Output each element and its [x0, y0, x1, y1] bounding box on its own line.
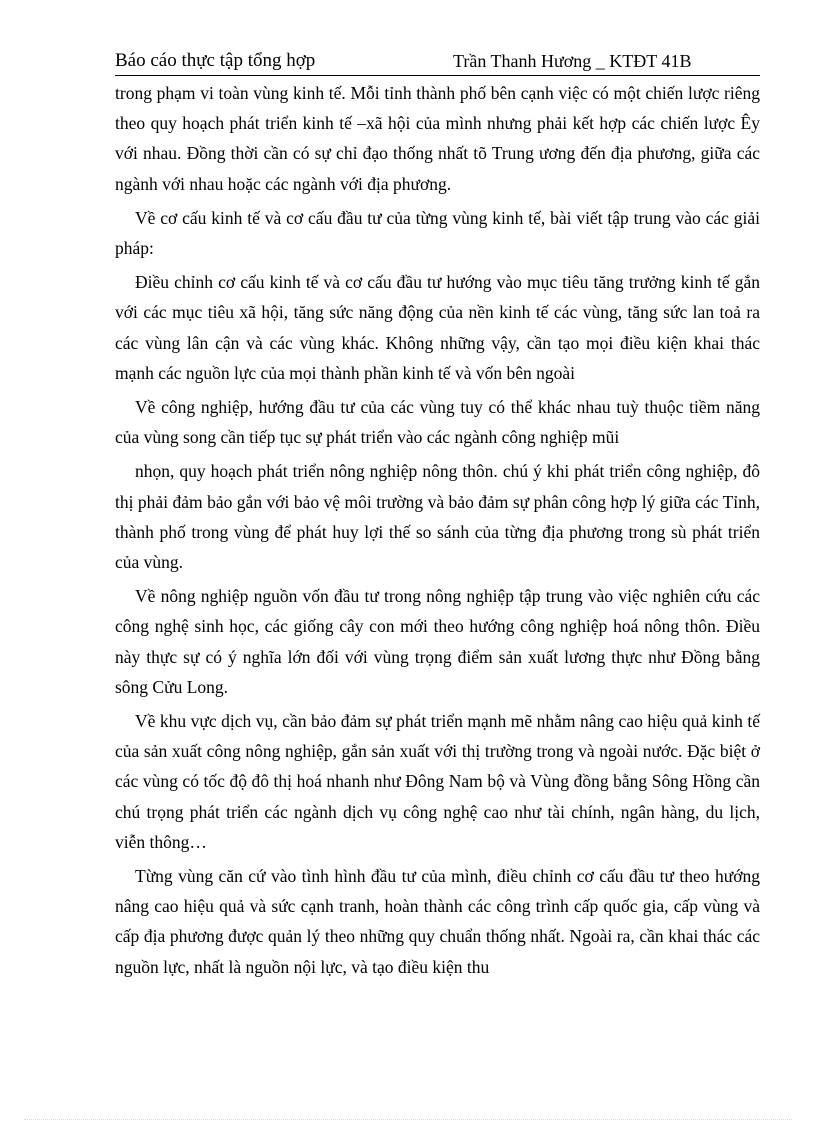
- paragraph-1: trong phạm vi toàn vùng kinh tế. Mỗi tỉnh thành phố bên cạnh việc có một chiến lược riêng theo quy hoạch phát triển kinh tế –xã hội của mình nhưng phải kết hợp các chiến lược Êy với nhau. Đồng thời cần có sự chỉ đạo thống nhất tõ Trung ương đến địa phương, giữa các ngành với nhau hoặc các ngành với địa phương.: [115, 83, 760, 194]
- page-header: [115, 50, 760, 76]
- paragraph-8: Từng vùng căn cứ vào tình hình đầu tư của mình, điều chỉnh cơ cấu đầu tư theo hướng nâng cao hiệu quả và sức cạnh tranh, hoàn thành các công trình cấp quốc gia, cấp vùng và cấp địa phương được quản lý theo những quy chuẩn thống nhất. Ngoài ra, cần khai thác các nguồn lực, nhất là nguồn nội lực, và tạo điều kiện thu: [115, 866, 760, 977]
- document-body: [115, 78, 760, 986]
- paragraph-4: Về công nghiệp, hướng đầu tư của các vùng tuy có thể khác nhau tuỳ thuộc tiềm năng của vùng song cần tiếp tục sự phát triển vào các ngành công nghiệp mũi: [115, 397, 760, 448]
- paragraph-5: nhọn, quy hoạch phát triển nông nghiệp nông thôn. chú ý khi phát triển công nghiệp, đô thị phải đảm bảo gắn với bảo vệ môi trường và bảo đảm sự phân công hợp lý giữa các Tỉnh, thành phố trong vùng để phát huy lợi thế so sánh của từng địa phương trong sù phát triển của vùng.: [115, 461, 760, 573]
- paragraph-2: Về cơ cấu kinh tế và cơ cấu đầu tư của từng vùng kinh tế, bài viết tập trung vào các giải pháp:: [115, 207, 760, 259]
- page-bottom-divider: [24, 1119, 792, 1120]
- paragraph-7: Về khu vực dịch vụ, cần bảo đảm sự phát triển mạnh mẽ nhằm nâng cao hiệu quả kinh tế của sản xuất công nông nghiệp, gắn sản xuất với thị trường trong và ngoài nước. Đặc biệt ở các vùng có tốc độ đô thị hoá nhanh như Đông Nam bộ và Vùng đồng bằng Sông Hồng cần chú trọng phát triển các ngành dịch vụ công nghệ cao như tài chính, ngân hàng, du lịch, viễn thông…: [115, 711, 760, 852]
- header-title: Báo cáo thực tập tổng hợp: [115, 50, 316, 71]
- header-author: Trần Thanh Hương _ KTĐT 41B: [453, 51, 692, 71]
- paragraph-6: Về nông nghiệp nguồn vốn đầu tư trong nông nghiệp tập trung vào việc nghiên cứu các công nghệ sinh học, các giống cây con mới theo hướng công nghiệp hoá nông thôn. Điều này thực sự có ý nghĩa lớn đối với vùng trọng điểm sản xuất lương thực như Đồng bằng sông Cửu Long.: [115, 586, 760, 697]
- paragraph-3: Điều chỉnh cơ cấu kinh tế và cơ cấu đầu tư hướng vào mục tiêu tăng trưởng kinh tế gắn với các mục tiêu xã hội, tăng sức năng động của nền kinh tế các vùng, tăng sức lan toả ra các vùng lân cận và các vùng khác. Không những vậy, cần tạo mọi điều kiện khai thác mạnh các nguồn lực của mọi thành phần kinh tế và vốn bên ngoài: [115, 272, 760, 383]
